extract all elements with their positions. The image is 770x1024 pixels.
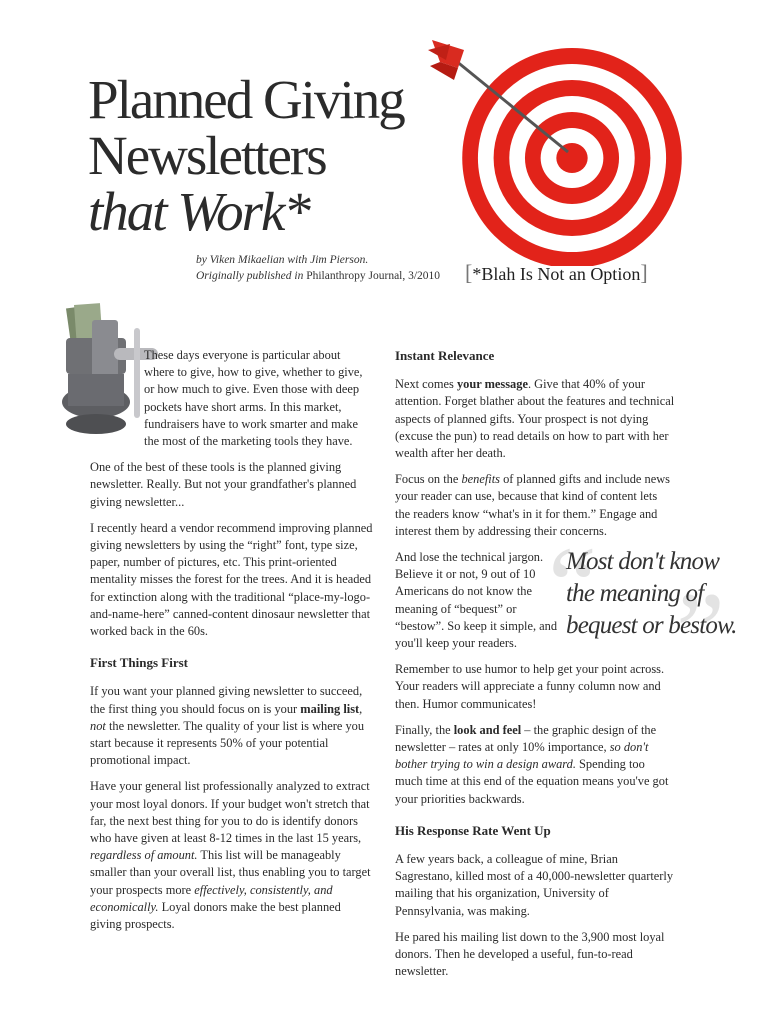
title-line-2: Newsletters <box>88 125 326 186</box>
lp4-e: the newsletter. The quality of your list is where you start because it represents 50% of your potential promotional impact. <box>90 718 365 768</box>
left-paragraph-1 <box>90 347 373 450</box>
right-paragraph-5 <box>395 722 675 808</box>
pullquote-close-mark: ” <box>676 570 725 692</box>
left-paragraph-3: I recently heard a vendor recommend improving planned giving newsletters by using the “right” font, type size, paper, number of pictures, etc. This print-oriented mentality misses the forest for the trees. And it is headed for extinction along with the traditional “place-my-logo-and-name-here” canned-content dinosaur newsletter that worked back in the 60s. <box>90 520 373 639</box>
heading-response-rate: His Response Rate Went Up <box>395 822 551 838</box>
right-paragraph-3: And lose the technical jargon. Believe it or not, 9 out of 10 Americans do not know the meaning of “bequest” or “bestow”. So keep it simple, and you'll keep your readers. <box>395 550 558 651</box>
right-column <box>395 347 675 990</box>
subtitle <box>465 260 648 286</box>
rp1-b: your message <box>456 377 528 392</box>
pullquote: Most don't know the meaning of bequest or bestow. <box>566 548 737 639</box>
title-line-3: that Work* <box>88 181 309 242</box>
rp2-c: of planned gifts and include news your reader can use, because that kind of content lets the readers know “what's in it for them.” Engage and interest them by addressing their concerns. <box>395 472 670 538</box>
bullseye-target-with-dart <box>410 36 710 266</box>
subtitle-text: *Blah Is Not an Option <box>472 264 641 284</box>
lp5-a: Have your general list professionally analyzed to extract your most loyal donors. If your budget won't stretch that far, the next best thing for you to do is identify donors who have given at least 8-12 times in the last 15 years, <box>90 779 370 846</box>
byline-published-prefix: Originally published in <box>196 270 304 282</box>
rp5-c: – the graphic design of the newsletter – rates at only 10% importance, <box>395 722 657 755</box>
right-paragraph-7: He pared his mailing list down to the 3,900 most loyal donors. Then he developed a useful, fun-to-read newsletter. <box>395 929 665 979</box>
left-paragraph-5 <box>90 778 373 933</box>
rp5-d: so don't bother trying to win a design award. <box>395 740 649 772</box>
left-p1-text: These days everyone is particular about where to give, how to give, whether to give, or how much to give. Even those with deep pockets have short arms. In this market, fundraisers have to work smarter and make the most of the marketing tools they have. <box>144 348 363 449</box>
byline-authors: by Viken Mikaelian with Jim Pierson. <box>196 254 369 266</box>
lp4-d: not <box>90 718 106 733</box>
lp4-b: mailing list <box>300 701 360 716</box>
subtitle-open-bracket: [ <box>465 260 473 285</box>
right-paragraph-1 <box>395 376 675 462</box>
pullquote-open-mark: “ <box>548 524 597 646</box>
rp5-b: look and feel <box>453 722 522 737</box>
left-column <box>90 347 373 942</box>
rp1-a: Next comes <box>395 377 457 392</box>
rp2-a: Focus on the <box>395 472 462 487</box>
lp4-c: , <box>359 701 363 716</box>
page-title <box>88 69 404 242</box>
heading-instant-relevance: Instant Relevance <box>395 348 495 363</box>
left-paragraph-2: One of the best of these tools is the planned giving newsletter. Really. But not your grandfather's planned giving newsletter... <box>90 460 357 509</box>
lp5-d: effectively, consistently, and economically. <box>90 882 333 914</box>
title-line-1: Planned Giving <box>88 69 404 130</box>
left-paragraph-4 <box>90 683 373 769</box>
lp5-b: regardless of amount. <box>90 848 198 863</box>
heading-first-things-first: First Things First <box>90 655 188 671</box>
rp2-b: benefits <box>461 472 500 487</box>
byline <box>196 252 440 284</box>
right-paragraph-6: A few years back, a colleague of mine, Brian Sagrestano, killed most of a 40,000-newsletter quarterly mailing that his organization, University of Pennsylvania, was making. <box>395 852 674 918</box>
right-paragraph-4: Remember to use humor to help get your point across. Your readers will appreciate a funny column now and then. Humor communicates! <box>395 662 665 711</box>
subtitle-close-bracket: ] <box>640 260 648 285</box>
lp5-c: This list will be manageably smaller than your overall list, thus enabling you to target your prospects more <box>90 848 371 897</box>
right-paragraph-2 <box>395 471 675 540</box>
rp1-c: . Give that 40% of your attention. Forget blather about the features and technical aspects of planned gifts. Your prospect is not dying (excuse the pun) to read details on how to part with her wealth after her death. <box>395 377 675 461</box>
byline-publication: Philanthropy Journal, 3/2010 <box>306 270 441 282</box>
rp5-a: Finally, the <box>395 722 454 737</box>
rp5-e: Spending too much time at this end of the equation means you've got your priorities backwards. <box>395 757 669 806</box>
lp5-e: Loyal donors make the best planned giving prospects. <box>90 899 341 932</box>
lp4-a: If you want your planned giving newsletter to succeed, the first thing you should focus on is your <box>90 684 363 716</box>
